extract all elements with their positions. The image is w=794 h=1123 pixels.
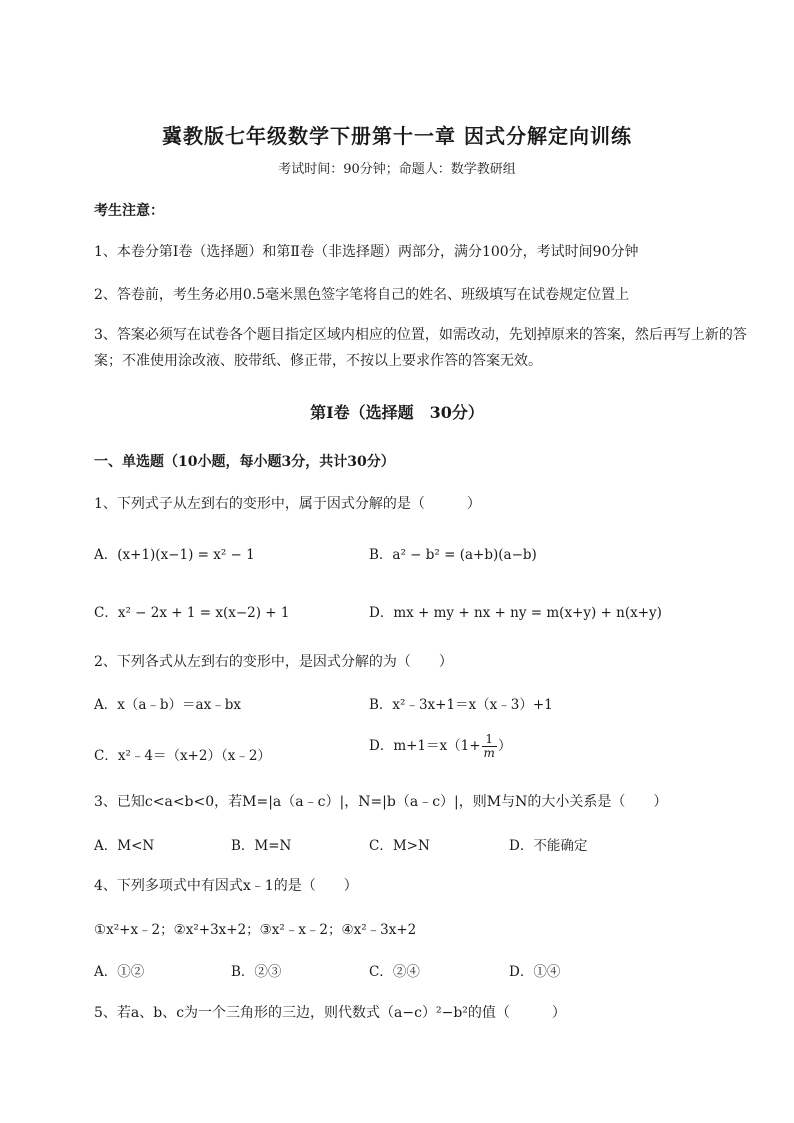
question-2-stem: 2、下列各式从左到右的变形中，是因式分解的为（ ） [94, 654, 453, 670]
fraction [482, 733, 497, 760]
part-heading: 一、单选题（10小题，每小题3分，共计30分） [94, 454, 395, 470]
page-title: 冀教版七年级数学下册第十一章 因式分解定向训练 [162, 124, 632, 148]
question-1-option-d: D．mx + my + nx + ny = m(x+y) + n(x+y) [369, 605, 662, 621]
notice-item-2: 2、答卷前，考生务必用0.5毫米黑色签字笔将自己的姓名、班级填写在试卷规定位置上 [94, 287, 630, 303]
question-2-option-b: B．x²﹣3x+1＝x（x﹣3）+1 [369, 697, 553, 713]
option-d-prefix: D．m+1＝x（1+ [369, 738, 481, 754]
question-4-option-b: B．②③ [231, 964, 282, 980]
question-1-option-a: A．(x+1)(x−1) = x² − 1 [94, 547, 255, 563]
question-2-option-a: A．x（a﹣b）＝ax﹣bx [94, 697, 241, 713]
notice-heading: 考生注意： [94, 203, 164, 219]
question-4-polynomials: ①x²+x﹣2；②x²+3x+2；③x²﹣x﹣2；④x²﹣3x+2 [94, 922, 417, 938]
question-5-stem: 5、若a、b、c为一个三角形的三边，则代数式（a−c）²−b²的值（ ） [94, 1005, 566, 1021]
option-d-suffix: ） [497, 738, 512, 754]
section-heading: 第I卷（选择题 30分） [310, 403, 484, 422]
exam-info: 考试时间：90分钟；命题人：数学教研组 [278, 162, 516, 177]
question-3-option-d: D．不能确定 [509, 838, 588, 854]
question-1-option-b: B．a² − b² = (a+b)(a−b) [369, 547, 537, 563]
question-4-option-a: A．①② [94, 964, 145, 980]
question-3-option-c: C．M>N [369, 838, 430, 854]
question-2-option-d [369, 733, 511, 760]
fraction-denominator: m [483, 746, 495, 760]
question-2-option-c: C．x²﹣4＝（x+2）（x﹣2） [94, 748, 271, 764]
fraction-numerator: 1 [482, 733, 497, 747]
question-3-option-a: A．M<N [94, 838, 155, 854]
question-3-stem: 3、已知c<a<b<0，若M=|a（a﹣c）|，N=|b（a﹣c）|，则M与N的大小关系是（ ） [94, 794, 668, 810]
question-3-option-b: B．M=N [231, 838, 292, 854]
notice-item-1: 1、本卷分第I卷（选择题）和第Ⅱ卷（非选择题）两部分，满分100分，考试时间90分钟 [94, 244, 639, 260]
notice-item-3: 3、答案必须写在试卷各个题目指定区域内相应的位置，如需改动，先划掉原来的答案，然后再写上新的答案；不准使用涂改液、胶带纸、修正带，不按以上要求作答的答案无效。 [94, 327, 747, 369]
question-1-stem: 1、下列式子从左到右的变形中，属于因式分解的是（ ） [94, 496, 481, 512]
question-4-stem: 4、下列多项式中有因式x﹣1的是（ ） [94, 878, 358, 894]
question-4-option-d: D．①④ [509, 964, 561, 980]
question-1-option-c: C．x² − 2x + 1 = x(x−2) + 1 [94, 605, 290, 621]
question-4-option-c: C．②④ [369, 964, 420, 980]
